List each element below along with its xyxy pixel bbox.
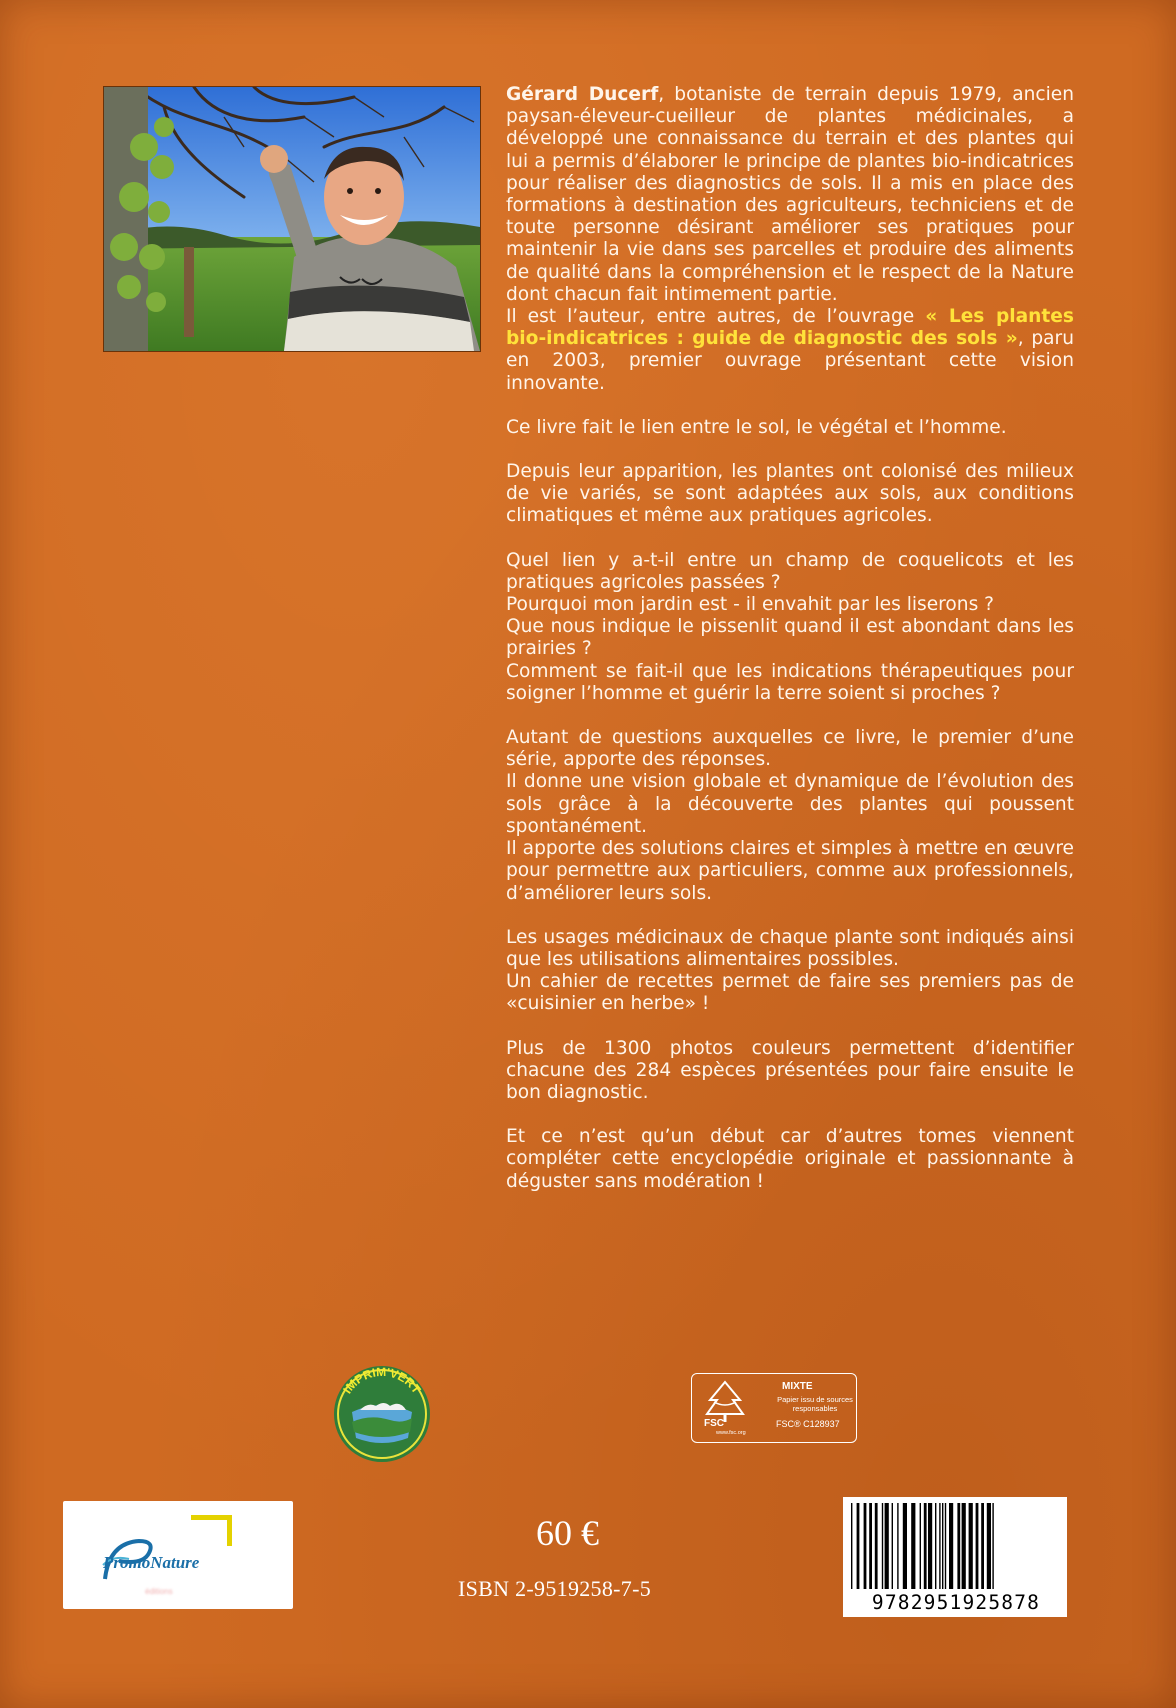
author-name: Gérard Ducerf bbox=[506, 84, 659, 105]
publisher-tagline: éditions bbox=[145, 1587, 173, 1596]
ouvrage-outro: , paru en 2003, premier ouvrage présentant cette vision innovante. bbox=[506, 328, 1074, 394]
author-bio-text: , botaniste de terrain depuis 1979, ancien paysan-éleveur-cueilleur de plantes médicinales, a développé une connaissance du terrain et des plantes qui lui a permis d’élaborer le principe de plantes bio-indicatrices pour réaliser des diagnostics de sols. Il a mis en place des formations à destination des agriculteurs, techniciens et de toute personne désirant améliorer ses pratiques pour maintenir la vie dans ses parcelles et produire des aliments de qualité dans la compréhension et le respect de la Nature dont chacun fait intimement partie. bbox=[506, 84, 1074, 305]
fsc-code: FSC® C128937 bbox=[776, 1419, 840, 1429]
imprim-vert-logo bbox=[330, 1362, 434, 1466]
back-cover-text bbox=[506, 84, 1074, 1215]
question-coquelicots: Quel lien y a-t-il entre un champ de coquelicots et les pratiques agricoles passées ? bbox=[506, 549, 1074, 593]
paragraph-apparition: Depuis leur apparition, les plantes ont colonisé des milieux de vie variés, se sont adaptées aux sols, aux conditions climatiques et même aux pratiques agricoles. bbox=[506, 461, 1074, 527]
paragraph-usages: Les usages médicinaux de chaque plante sont indiqués ainsi que les utilisations alimentaires possibles. bbox=[506, 926, 1074, 970]
publisher-name: PromoNature bbox=[103, 1553, 200, 1572]
ouvrage-intro: Il est l’auteur, entre autres, de l’ouvrage bbox=[506, 306, 926, 328]
barcode-digits: 9782951925878 bbox=[871, 1591, 1041, 1614]
fsc-label bbox=[691, 1373, 857, 1443]
isbn: ISBN 2-9519258-7-5 bbox=[458, 1576, 652, 1601]
author-bio bbox=[506, 84, 1074, 306]
barcode-bars bbox=[849, 1503, 1063, 1591]
question-pissenlit: Que nous indique le pissenlit quand il est abondant dans les prairies ? bbox=[506, 616, 1074, 660]
fsc-papier: Papier issu de sources responsables bbox=[777, 1395, 853, 1413]
paragraph-questions: Autant de questions auxquelles ce livre, le premier d’une série, apporte des réponses. bbox=[506, 727, 1074, 771]
imprim-vert-text: IMPRIM'VERT bbox=[340, 1364, 424, 1397]
paragraph-vision: Il donne une vision globale et dynamique de l’évolution des sols grâce à la découverte des plantes qui poussent spontanément. bbox=[506, 771, 1074, 837]
paragraph-lien: Ce livre fait le lien entre le sol, le végétal et l’homme. bbox=[506, 416, 1007, 438]
question-therapeutiques: Comment se fait-il que les indications thérapeutiques pour soigner l’homme et guérir la terre soient si proches ? bbox=[506, 660, 1074, 704]
paragraph-solutions: Il apporte des solutions claires et simples à mettre en œuvre pour permettre aux particuliers, comme aux professionnels, d’améliorer leurs sols. bbox=[506, 838, 1074, 904]
paragraph-fin: Et ce n’est qu’un début car d’autres tomes viennent compléter cette encyclopédie originale et passionnante à déguster sans modération ! bbox=[506, 1126, 1074, 1192]
ouvrage-title: « Les plantes bio-indicatrices : guide de diagnostic des sols » bbox=[506, 306, 1074, 350]
publisher-corner-mark bbox=[191, 1515, 232, 1546]
barcode bbox=[843, 1497, 1067, 1617]
author-ouvrage bbox=[506, 306, 1074, 395]
fsc-tree-icon bbox=[700, 1378, 750, 1438]
author-photo bbox=[103, 86, 481, 352]
paragraph-recettes: Un cahier de recettes permet de faire ses premiers pas de «cuisinier en herbe» ! bbox=[506, 971, 1074, 1015]
paragraph-photos: Plus de 1300 photos couleurs permettent d’identifier chacune des 284 espèces présentées pour faire ensuite le bon diagnostic. bbox=[506, 1037, 1074, 1103]
price: 60 € bbox=[536, 1513, 599, 1553]
fsc-website: www.fsc.org bbox=[716, 1430, 746, 1436]
publisher-logo bbox=[63, 1501, 293, 1609]
fsc-mixte: MIXTE bbox=[782, 1381, 813, 1392]
question-liserons: Pourquoi mon jardin est - il envahit par les liserons ? bbox=[506, 594, 995, 616]
fsc-text: FSC bbox=[704, 1418, 724, 1429]
